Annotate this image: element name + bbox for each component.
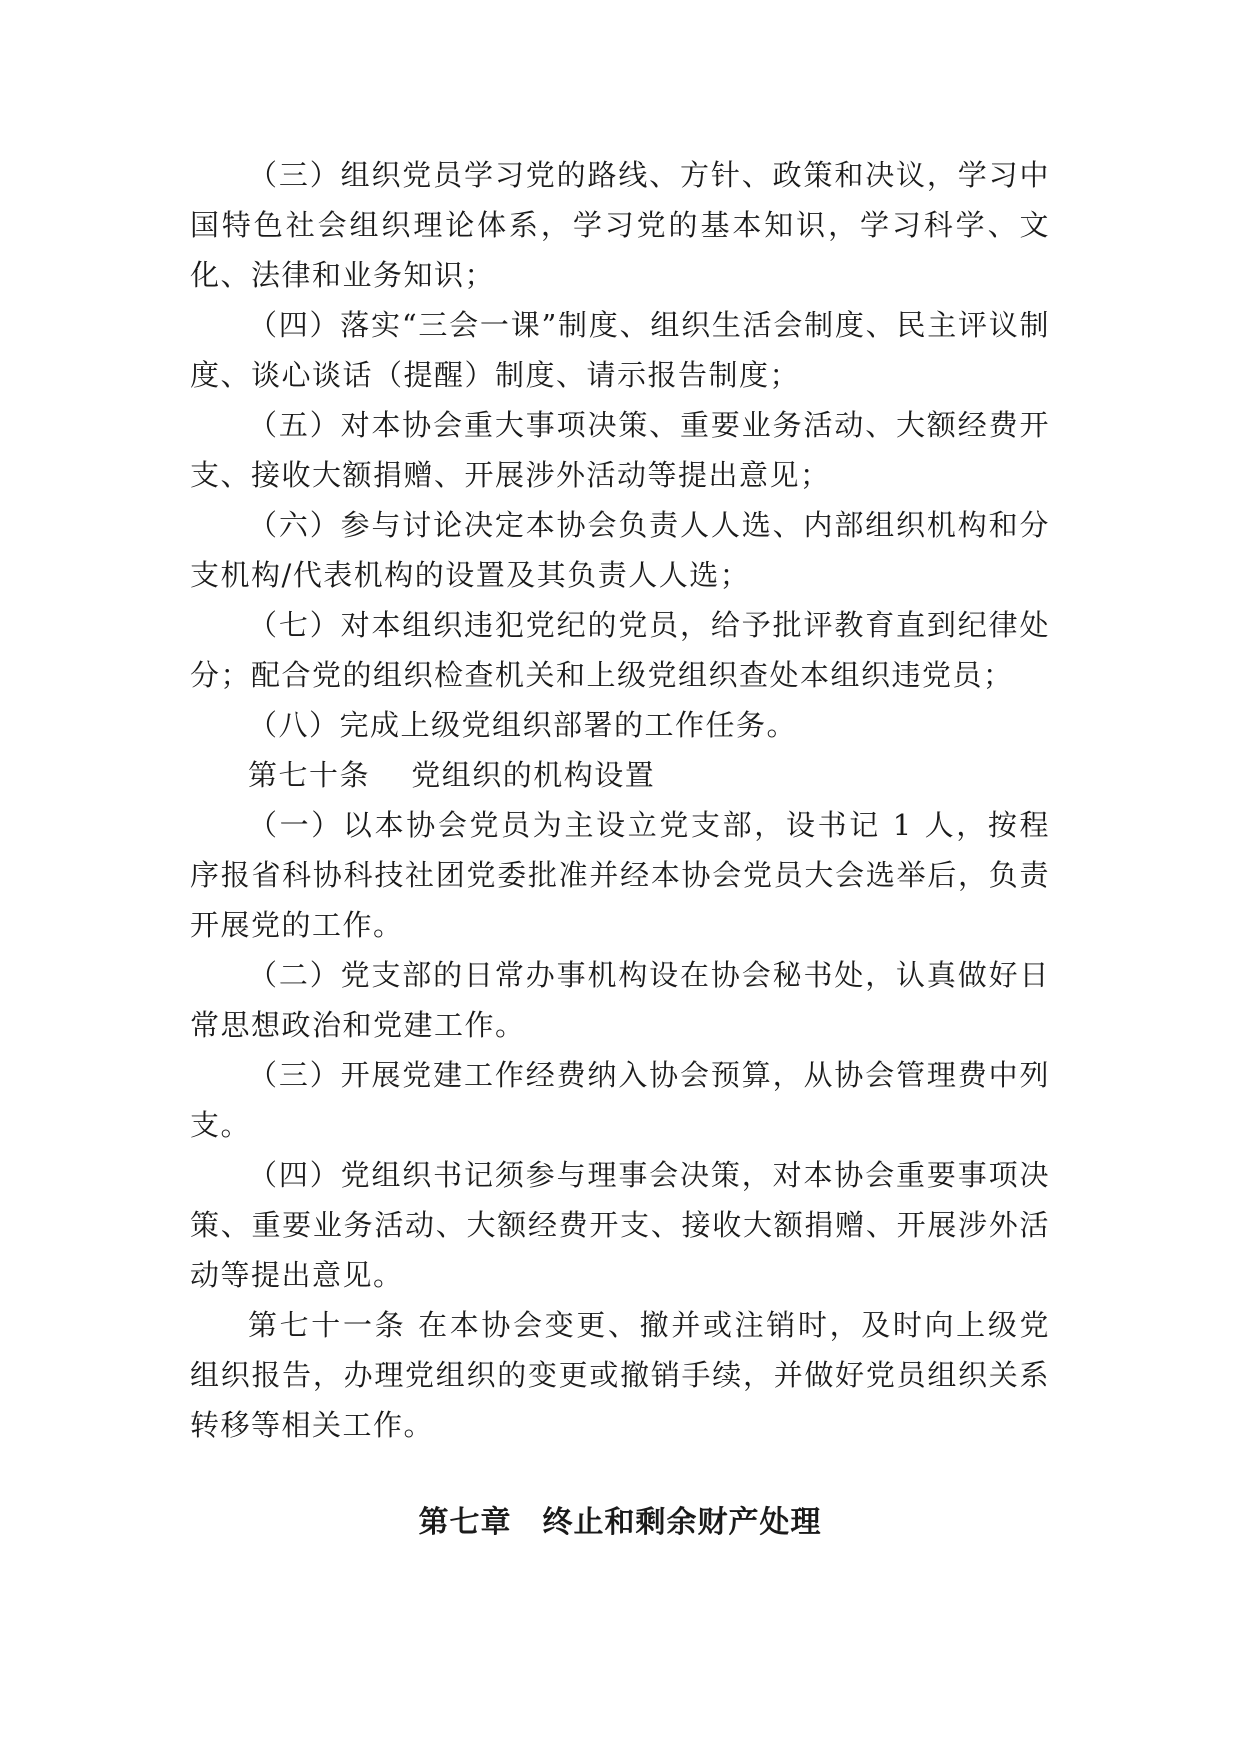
- article-70-item-4: （四）党组织书记须参与理事会决策，对本协会重要事项决策、重要业务活动、大额经费开支、接收大额捐赠、开展涉外活动等提出意见。: [190, 1158, 1050, 1292]
- article-70-item-1: （一）以本协会党员为主设立党支部，设书记 1 人，按程序报省科协科技社团党委批准并经本协会党员大会选举后，负责开展党的工作。: [190, 808, 1050, 942]
- paragraph-duty-5: （五）对本协会重大事项决策、重要业务活动、大额经费开支、接收大额捐赠、开展涉外活动等提出意见；: [190, 408, 1050, 492]
- document-body: [190, 150, 1050, 1548]
- chapter-title: 第七章 终止和剩余财产处理: [418, 1505, 822, 1540]
- paragraph-duty-4: （四）落实“三会一课”制度、组织生活会制度、民主评议制度、谈心谈话（提醒）制度、请示报告制度；: [190, 308, 1050, 392]
- article-70-item-2: （二）党支部的日常办事机构设在协会秘书处，认真做好日常思想政治和党建工作。: [190, 958, 1050, 1042]
- paragraph-duty-6: （六）参与讨论决定本协会负责人人选、内部组织机构和分支机构/代表机构的设置及其负责人人选；: [190, 508, 1050, 592]
- article-70-heading: 第七十条 党组织的机构设置: [248, 758, 656, 792]
- article-70-item-3: （三）开展党建工作经费纳入协会预算，从协会管理费中列支。: [190, 1058, 1050, 1142]
- paragraph-duty-3: （三）组织党员学习党的路线、方针、政策和决议，学习中国特色社会组织理论体系，学习党的基本知识，学习科学、文化、法律和业务知识；: [190, 158, 1050, 292]
- paragraph-duty-8: （八）完成上级党组织部署的工作任务。: [248, 708, 798, 742]
- paragraph-duty-7: （七）对本组织违犯党纪的党员，给予批评教育直到纪律处分；配合党的组织检查机关和上级党组织查处本组织违党员；: [190, 608, 1050, 692]
- article-71: 第七十一条 在本协会变更、撤并或注销时，及时向上级党组织报告，办理党组织的变更或撤销手续，并做好党员组织关系转移等相关工作。: [190, 1308, 1050, 1442]
